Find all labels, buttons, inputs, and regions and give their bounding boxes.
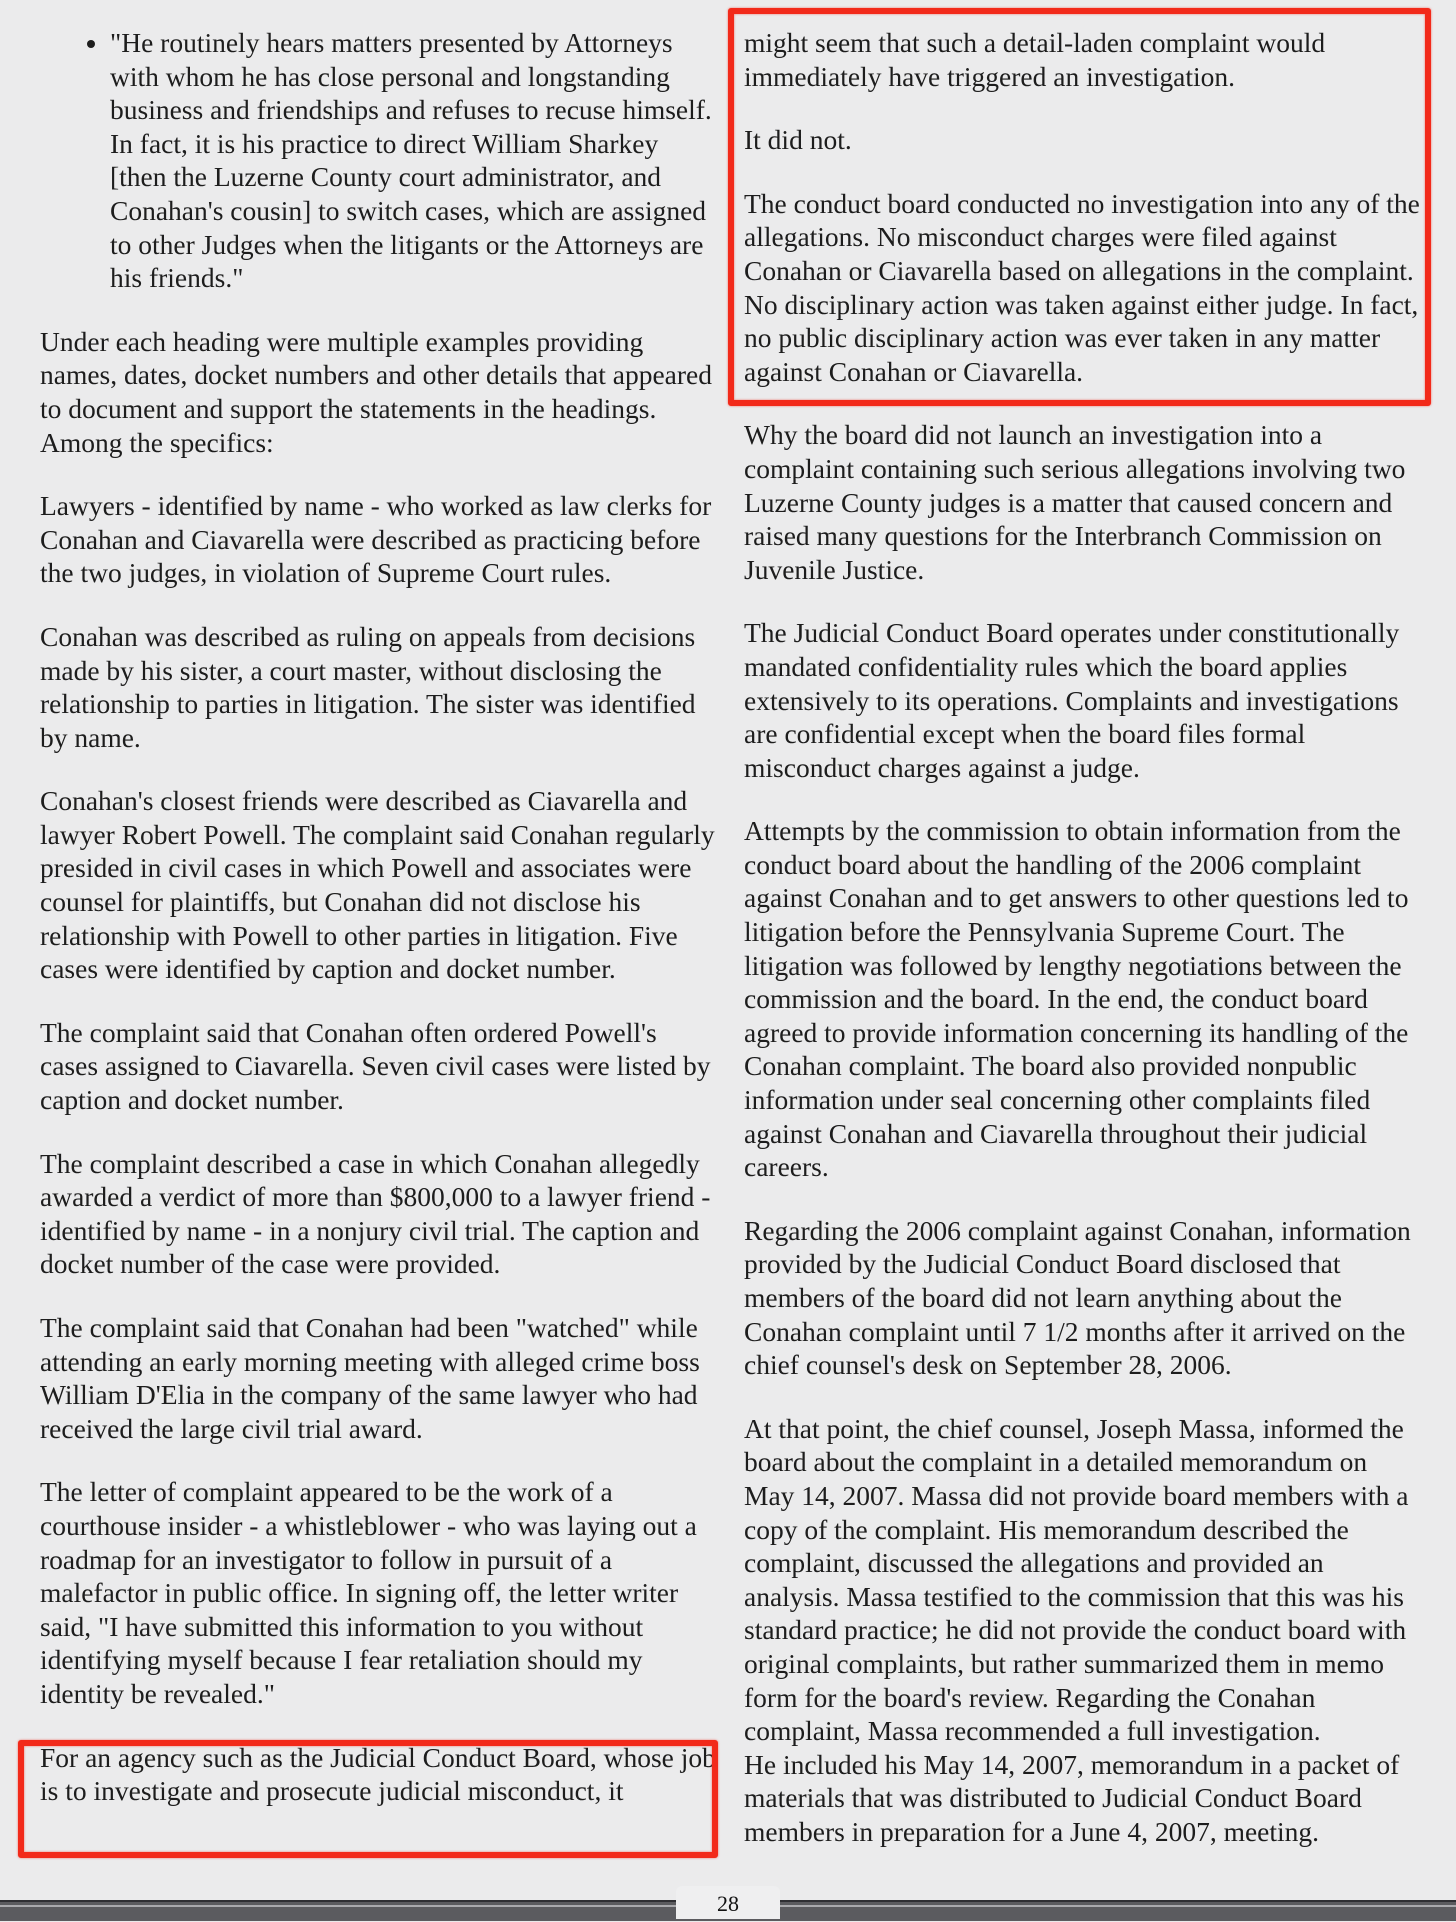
paragraph: Regarding the 2006 complaint against Conahan, information provided by the Judicial Conduct Board disclosed that members of the board did not learn anything about the Conahan complaint until 7 1/2 months after it arrived on the chief counsel's desk on September 28, 2006. [744,1214,1411,1381]
paragraph: The complaint said that Conahan often ordered Powell's cases assigned to Ciavarella. Seven civil cases were listed by caption and docket number. [40,1016,711,1116]
paragraph: The letter of complaint appeared to be the work of a courthouse insider - a whistleblower - who was laying out a roadmap for an investigator to follow in pursuit of a malefactor in public office. In signing off, the letter writer said, "I have submitted this information to you without identifying myself because I fear retaliation should my identity be revealed." [40,1476,697,1709]
highlighted-paragraph: For an agency such as the Judicial Conduct Board, whose job is to investigate and prosecute judicial misconduct, it [40,1741,716,1807]
paragraph: Under each heading were multiple examples providing names, dates, docket numbers and other details that appeared to document and support the statements in the headings. Among the specifics: [40,325,712,458]
highlighted-paragraph: It did not. [744,124,852,156]
left-column [40,26,720,1838]
paragraph: He included his May 14, 2007, memorandum in a packet of materials that was distributed to Judicial Conduct Board members in preparation for a June 4, 2007, meeting. [744,1748,1400,1847]
highlighted-paragraph: The conduct board conducted no investigation into any of the allegations. No misconduct charges were filed against Conahan or Ciavarella based on allegations in the complaint. No disciplinary action was taken against either judge. In fact, no public disciplinary action was ever taken in any matter against Conahan or Ciavarella. [744,187,1420,387]
paragraph: The Judicial Conduct Board operates under constitutionally mandated confidentiality rules which the board applies extensively to its operations. Complaints and investigations are confidential except when the board files formal misconduct charges against a judge. [744,617,1400,783]
paragraph: Conahan was described as ruling on appeals from decisions made by his sister, a court master, without disclosing the relationship to parties in litigation. The sister was identified by name. [40,620,696,753]
page-number: 28 [676,1886,780,1919]
right-column [744,26,1424,1879]
paragraph: Attempts by the commission to obtain information from the conduct board about the handling of the 2006 complaint against Conahan and to get answers to other questions led to litigation before the Pennsylvania Supreme Court. The litigation was followed by lengthy negotiations between the commission and the board. In the end, the conduct board agreed to provide information concerning its handling of the Conahan complaint. The board also provided nonpublic information under seal concerning other complaints filed against Conahan and Ciavarella throughout their judicial careers. [744,815,1409,1183]
paragraph: Lawyers - identified by name - who worked as law clerks for Conahan and Ciavarella were described as practicing before the two judges, in violation of Supreme Court rules. [40,490,712,589]
highlighted-paragraph: might seem that such a detail-laden complaint would immediately have triggered an investigation. [744,27,1326,92]
paragraph: At that point, the chief counsel, Joseph Massa, informed the board about the complaint in a detailed memorandum on May 14, 2007. Massa did not provide board members with a copy of the complaint. His memorandum described the complaint, discussed the allegations and provided an analysis. Massa testified to the commission that this was his standard practice; he did not provide the conduct board with original complaints, but rather summarized them in memo form for the board's review. Regarding the Conahan complaint, Massa recommended a full investigation. [744,1412,1409,1747]
quote-bullet-list [40,26,720,295]
paragraph: The complaint said that Conahan had been "watched" while attending an early morning meeting with alleged crime boss William D'Elia in the company of the same lawyer who had received the large civil trial award. [40,1312,700,1444]
quote-bullet: • "He routinely hears matters presented by Attorneys with whom he has close personal and longstanding business and friendships and refuses to recuse himself. In fact, it is his practice to direct William Sharkey [then the Luzerne County court administrator, and Conahan's cousin] to switch cases, which are assigned to other Judges when the litigants or the Attorneys are his friends." [110,26,720,295]
paragraph: The complaint described a case in which Conahan allegedly awarded a verdict of more than $800,000 to a lawyer friend - identified by name - in a nonjury civil trial. The caption and docket number of the case were provided. [40,1147,711,1280]
paragraph: Conahan's closest friends were described as Ciavarella and lawyer Robert Powell. The complaint said Conahan regularly presided in civil cases in which Powell and associates were counsel for plaintiffs, but Conahan did not disclose his relationship with Powell to other parties in litigation. Five cases were identified by caption and docket number. [40,785,715,985]
paragraph: Why the board did not launch an investigation into a complaint containing such serious allegations involving two Luzerne County judges is a matter that caused concern and raised many questions for the Interbranch Commission on Juvenile Justice. [744,419,1406,585]
